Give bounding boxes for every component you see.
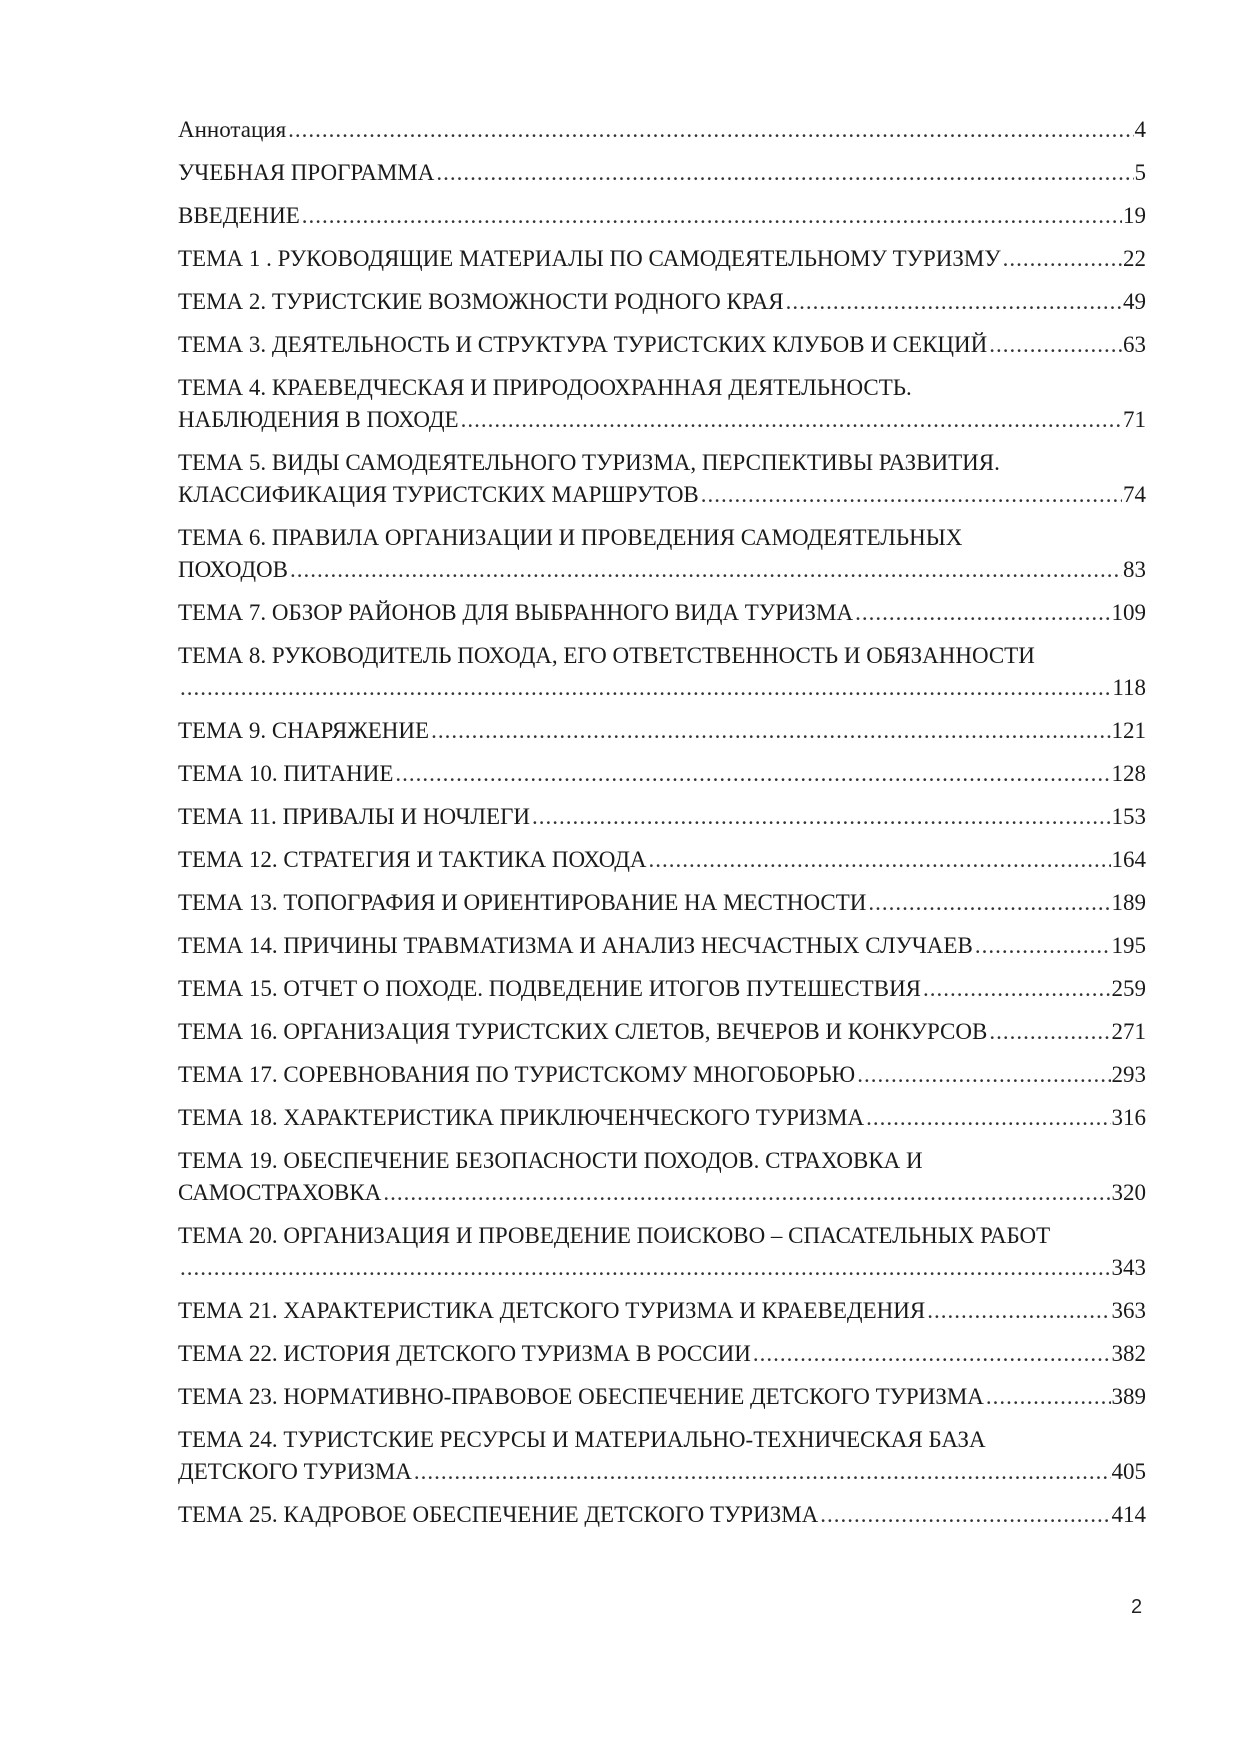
page-number: 2 <box>1131 1596 1143 1618</box>
dot-leader <box>923 973 1110 1005</box>
toc-entry-row <box>178 286 1146 318</box>
toc-entry-page: 83 <box>1123 557 1146 582</box>
toc-entry-page: 121 <box>1111 718 1146 743</box>
toc-entry-title-line1: ТЕМА 20. ОРГАНИЗАЦИЯ И ПРОВЕДЕНИЕ ПОИСКОВО – СПАСАТЕЛЬНЫХ РАБОТ <box>178 1223 1051 1248</box>
toc-entry[interactable] <box>178 372 1146 436</box>
toc-entry-page: 405 <box>1111 1459 1146 1484</box>
dot-leader <box>290 554 1122 586</box>
toc-entry[interactable] <box>178 597 1146 629</box>
toc-entry-title: ТЕМА 15. ОТЧЕТ О ПОХОДЕ. ПОДВЕДЕНИЕ ИТОГОВ ПУТЕШЕСТВИЯ <box>178 976 922 1001</box>
toc-entry-row <box>178 758 1146 790</box>
table-of-contents <box>178 114 1146 1542</box>
toc-entry-page: 19 <box>1123 203 1146 228</box>
toc-entry-row <box>178 554 1146 586</box>
toc-entry-title: ТЕМА 14. ПРИЧИНЫ ТРАВМАТИЗМА И АНАЛИЗ НЕСЧАСТНЫХ СЛУЧАЕВ <box>178 933 973 958</box>
toc-entry-title: ТЕМА 25. КАДРОВОЕ ОБЕСПЕЧЕНИЕ ДЕТСКОГО ТУРИЗМА <box>178 1502 819 1527</box>
dot-leader <box>989 1016 1110 1048</box>
toc-entry-row <box>178 114 1146 146</box>
toc-entry-page: 389 <box>1111 1384 1146 1409</box>
toc-entry-page: 293 <box>1111 1062 1146 1087</box>
toc-entry[interactable] <box>178 1059 1146 1091</box>
toc-entry-title-line1: ТЕМА 24. ТУРИСТСКИЕ РЕСУРСЫ И МАТЕРИАЛЬНО-ТЕХНИЧЕСКАЯ БАЗА <box>178 1427 986 1452</box>
toc-entry[interactable] <box>178 1016 1146 1048</box>
dot-leader <box>855 597 1110 629</box>
toc-entry[interactable] <box>178 715 1146 747</box>
toc-entry-title: ДЕТСКОГО ТУРИЗМА <box>178 1459 412 1484</box>
toc-entry-row <box>178 844 1146 876</box>
toc-entry[interactable] <box>178 801 1146 833</box>
toc-entry-page: 164 <box>1111 847 1146 872</box>
dot-leader <box>986 1381 1111 1413</box>
toc-entry[interactable] <box>178 640 1146 704</box>
dot-leader <box>857 1059 1110 1091</box>
toc-entry[interactable] <box>178 157 1146 189</box>
toc-entry-title: ПОХОДОВ <box>178 557 288 582</box>
dot-leader <box>868 887 1110 919</box>
toc-entry-page: 363 <box>1111 1298 1146 1323</box>
dot-leader <box>820 1499 1110 1531</box>
toc-entry-page: 189 <box>1111 890 1146 915</box>
toc-entry[interactable] <box>178 844 1146 876</box>
toc-entry-title: ТЕМА 2. ТУРИСТСКИЕ ВОЗМОЖНОСТИ РОДНОГО КРАЯ <box>178 289 784 314</box>
toc-entry[interactable] <box>178 887 1146 919</box>
toc-entry-page: 22 <box>1123 246 1146 271</box>
toc-entry-title: ТЕМА 22. ИСТОРИЯ ДЕТСКОГО ТУРИЗМА В РОССИИ <box>178 1341 751 1366</box>
toc-entry-title: ТЕМА 11. ПРИВАЛЫ И НОЧЛЕГИ <box>178 804 530 829</box>
toc-entry-title: УЧЕБНАЯ ПРОГРАММА <box>178 160 435 185</box>
toc-entry-row <box>178 200 1146 232</box>
toc-entry-row <box>178 1338 1146 1370</box>
toc-entry-page: 5 <box>1134 160 1146 185</box>
toc-entry-row <box>178 973 1146 1005</box>
toc-entry[interactable] <box>178 1499 1146 1531</box>
dot-leader <box>927 1295 1110 1327</box>
toc-entry[interactable] <box>178 1220 1146 1284</box>
toc-entry[interactable] <box>178 447 1146 511</box>
toc-entry-title: ТЕМА 3. ДЕЯТЕЛЬНОСТЬ И СТРУКТУРА ТУРИСТСКИХ КЛУБОВ И СЕКЦИЙ <box>178 332 988 357</box>
toc-entry-page: 195 <box>1111 933 1146 958</box>
toc-entry-title: ТЕМА 16. ОРГАНИЗАЦИЯ ТУРИСТСКИХ СЛЕТОВ, ВЕЧЕРОВ И КОНКУРСОВ <box>178 1019 988 1044</box>
toc-entry[interactable] <box>178 1381 1146 1413</box>
dot-leader <box>180 1252 1111 1284</box>
toc-entry-page: 343 <box>1111 1255 1146 1280</box>
toc-entry-title-line1: ТЕМА 19. ОБЕСПЕЧЕНИЕ БЕЗОПАСНОСТИ ПОХОДОВ. СТРАХОВКА И <box>178 1148 923 1173</box>
toc-entry-row <box>178 243 1146 275</box>
toc-entry-title: ТЕМА 13. ТОПОГРАФИЯ И ОРИЕНТИРОВАНИЕ НА МЕСТНОСТИ <box>178 890 867 915</box>
toc-entry-page: 74 <box>1123 482 1146 507</box>
toc-entry-row <box>178 672 1146 704</box>
toc-entry-page: 153 <box>1111 804 1146 829</box>
toc-entry-title: ТЕМА 21. ХАРАКТЕРИСТИКА ДЕТСКОГО ТУРИЗМА И КРАЕВЕДЕНИЯ <box>178 1298 926 1323</box>
toc-entry-title: ТЕМА 17. СОРЕВНОВАНИЯ ПО ТУРИСТСКОМУ МНОГОБОРЬЮ <box>178 1062 856 1087</box>
toc-entry[interactable] <box>178 200 1146 232</box>
toc-entry-row <box>178 329 1146 361</box>
toc-entry[interactable] <box>178 1102 1146 1134</box>
toc-entry-title: ТЕМА 7. ОБЗОР РАЙОНОВ ДЛЯ ВЫБРАННОГО ВИДА ТУРИЗМА <box>178 600 854 625</box>
toc-entry[interactable] <box>178 758 1146 790</box>
dot-leader <box>786 286 1122 318</box>
toc-entry-row <box>178 597 1146 629</box>
dot-leader <box>436 157 1133 189</box>
dot-leader <box>649 844 1111 876</box>
toc-entry-page: 4 <box>1134 117 1146 142</box>
toc-entry-title: САМОСТРАХОВКА <box>178 1180 382 1205</box>
toc-entry-page: 63 <box>1123 332 1146 357</box>
toc-entry[interactable] <box>178 243 1146 275</box>
toc-entry[interactable] <box>178 1145 1146 1209</box>
toc-entry-title: ТЕМА 12. СТРАТЕГИЯ И ТАКТИКА ПОХОДА <box>178 847 647 872</box>
dot-leader <box>461 404 1122 436</box>
toc-entry[interactable] <box>178 329 1146 361</box>
toc-entry-page: 414 <box>1111 1502 1146 1527</box>
dot-leader <box>302 200 1122 232</box>
toc-entry-title: ТЕМА 1 . РУКОВОДЯЩИЕ МАТЕРИАЛЫ ПО САМОДЕЯТЕЛЬНОМУ ТУРИЗМУ <box>178 246 1001 271</box>
toc-entry-page: 259 <box>1111 976 1146 1001</box>
toc-entry-row <box>178 479 1146 511</box>
dot-leader <box>753 1338 1111 1370</box>
toc-entry-title: ТЕМА 23. НОРМАТИВНО-ПРАВОВОЕ ОБЕСПЕЧЕНИЕ ДЕТСКОГО ТУРИЗМА <box>178 1384 984 1409</box>
toc-entry-page: 128 <box>1111 761 1146 786</box>
dot-leader <box>414 1456 1111 1488</box>
toc-entry-page: 271 <box>1111 1019 1146 1044</box>
dot-leader <box>1003 243 1122 275</box>
toc-entry-row <box>178 887 1146 919</box>
toc-entry[interactable] <box>178 522 1146 586</box>
toc-entry-title: ВВЕДЕНИЕ <box>178 203 300 228</box>
toc-entry[interactable] <box>178 1424 1146 1488</box>
toc-entry[interactable] <box>178 930 1146 962</box>
toc-entry-title: ТЕМА 9. СНАРЯЖЕНИЕ <box>178 718 430 743</box>
toc-entry-title-line1: ТЕМА 5. ВИДЫ САМОДЕЯТЕЛЬНОГО ТУРИЗМА, ПЕРСПЕКТИВЫ РАЗВИТИЯ. <box>178 450 1000 475</box>
toc-entry-title-line1: ТЕМА 4. КРАЕВЕДЧЕСКАЯ И ПРИРОДООХРАННАЯ ДЕЯТЕЛЬНОСТЬ. <box>178 375 912 400</box>
dot-leader <box>975 930 1111 962</box>
toc-entry-row <box>178 801 1146 833</box>
toc-entry-row <box>178 157 1146 189</box>
toc-entry-title: Аннотация <box>178 117 287 142</box>
dot-leader <box>701 479 1122 511</box>
dot-leader <box>383 1177 1110 1209</box>
toc-entry-title: ТЕМА 18. ХАРАКТЕРИСТИКА ПРИКЛЮЧЕНЧЕСКОГО ТУРИЗМА <box>178 1105 865 1130</box>
toc-entry-page: 71 <box>1123 407 1146 432</box>
toc-entry-title: ТЕМА 10. ПИТАНИЕ <box>178 761 394 786</box>
toc-entry-row <box>178 1295 1146 1327</box>
toc-entry-row <box>178 1381 1146 1413</box>
toc-entry-title-line1: ТЕМА 6. ПРАВИЛА ОРГАНИЗАЦИИ И ПРОВЕДЕНИЯ САМОДЕЯТЕЛЬНЫХ <box>178 525 963 550</box>
toc-entry-row <box>178 404 1146 436</box>
dot-leader <box>532 801 1111 833</box>
toc-entry-title-line1: ТЕМА 8. РУКОВОДИТЕЛЬ ПОХОДА, ЕГО ОТВЕТСТВЕННОСТЬ И ОБЯЗАННОСТИ <box>178 643 1035 668</box>
toc-entry-page: 382 <box>1111 1341 1146 1366</box>
toc-entry-row <box>178 1499 1146 1531</box>
toc-entry-page: 109 <box>1111 600 1146 625</box>
toc-entry[interactable] <box>178 973 1146 1005</box>
toc-entry[interactable] <box>178 1295 1146 1327</box>
toc-entry[interactable] <box>178 1338 1146 1370</box>
toc-entry-title: КЛАССИФИКАЦИЯ ТУРИСТСКИХ МАРШРУТОВ <box>178 482 699 507</box>
toc-entry[interactable] <box>178 114 1146 146</box>
dot-leader <box>180 672 1111 704</box>
toc-entry[interactable] <box>178 286 1146 318</box>
dot-leader <box>288 114 1133 146</box>
toc-entry-row <box>178 1252 1146 1284</box>
toc-entry-row <box>178 1102 1146 1134</box>
toc-entry-page: 316 <box>1111 1105 1146 1130</box>
dot-leader <box>866 1102 1110 1134</box>
toc-entry-row <box>178 930 1146 962</box>
toc-entry-title: НАБЛЮДЕНИЯ В ПОХОДЕ <box>178 407 459 432</box>
toc-entry-row <box>178 1059 1146 1091</box>
toc-entry-row <box>178 1456 1146 1488</box>
toc-entry-page: 320 <box>1111 1180 1146 1205</box>
toc-entry-page: 49 <box>1123 289 1146 314</box>
toc-entry-row <box>178 1016 1146 1048</box>
dot-leader <box>989 329 1122 361</box>
toc-entry-row <box>178 1177 1146 1209</box>
dot-leader <box>395 758 1110 790</box>
toc-entry-row <box>178 715 1146 747</box>
toc-entry-page: 118 <box>1112 675 1146 700</box>
dot-leader <box>431 715 1110 747</box>
